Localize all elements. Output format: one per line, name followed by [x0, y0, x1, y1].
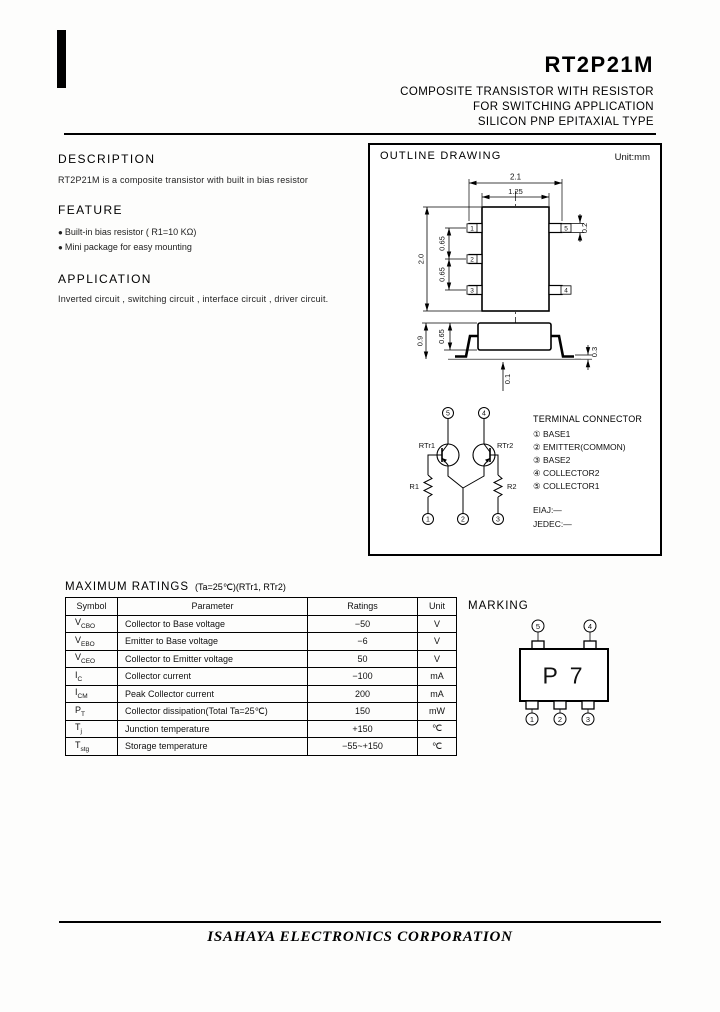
- rating-cell: 50: [308, 650, 418, 668]
- description-heading: DESCRIPTION: [58, 152, 156, 166]
- marking-code: P 7: [542, 662, 586, 689]
- feature-item: [58, 240, 196, 255]
- feature-item-text: Built-in bias resistor ( R1=10 KΩ): [64, 227, 197, 237]
- parameter-cell: Storage temperature: [118, 738, 308, 756]
- outline-drawing-heading: OUTLINE DRAWING: [380, 150, 502, 162]
- package-side-view: [416, 323, 600, 391]
- feature-item: [58, 225, 196, 240]
- dim-body-width: 1.25: [508, 187, 523, 196]
- subtitle-line-2: FOR SWITCHING APPLICATION: [472, 101, 654, 113]
- pin-1-label: 1: [470, 225, 474, 233]
- parameter-cell: Peak Collector current: [118, 685, 308, 703]
- table-header-row: [66, 598, 457, 616]
- maximum-ratings-heading: [65, 581, 286, 593]
- dim-lead-thickness: 0.2: [580, 222, 589, 234]
- marking-heading: MARKING: [468, 600, 529, 612]
- unit-cell: ℃: [418, 738, 457, 756]
- resistor-r2: [494, 475, 502, 497]
- symbol-cell: $T_{stg}$: [66, 738, 118, 756]
- maximum-ratings-table: [65, 597, 457, 756]
- symbol-cell: $T_j$: [66, 720, 118, 738]
- pin-4-label: 4: [564, 287, 568, 295]
- transistor-2-label: RTr2: [497, 441, 514, 450]
- footer-divider: [59, 921, 661, 923]
- subtitle: [400, 85, 654, 130]
- application-text: Inverted circuit , switching circuit , interface circuit , driver circuit.: [58, 294, 329, 304]
- schematic-pin-4: 4: [482, 410, 486, 418]
- table-row: [66, 650, 457, 668]
- unit-cell: mW: [418, 703, 457, 721]
- terminal-connector-list: [533, 413, 659, 493]
- table-row: [66, 703, 457, 721]
- schematic-pin-1: 1: [426, 516, 430, 524]
- marking-pin-2: 2: [557, 715, 563, 724]
- col-unit: Unit: [418, 598, 457, 616]
- marking-pin-1: 1: [529, 715, 535, 724]
- terminal-item: ④ COLLECTOR2: [533, 468, 600, 478]
- parameter-cell: Collector to Base voltage: [118, 615, 308, 633]
- terminal-item: ③ BASE2: [533, 455, 571, 465]
- parameter-cell: Emitter to Base voltage: [118, 633, 308, 651]
- rating-cell: 200: [308, 685, 418, 703]
- package-top-view: [417, 173, 590, 330]
- unit-cell: V: [418, 650, 457, 668]
- header-divider: [64, 133, 656, 135]
- schematic-pin-2: 2: [461, 516, 465, 524]
- resistor-r1: [424, 475, 432, 497]
- col-symbol: Symbol: [66, 598, 118, 616]
- feature-item-text: Mini package for easy mounting: [64, 242, 192, 252]
- table-row: [66, 738, 457, 756]
- dim-foot-height: 0.3: [590, 346, 599, 358]
- bullet-icon: ●: [58, 228, 63, 237]
- transistor-1-label: RTr1: [418, 441, 435, 450]
- subtitle-line-3: SILICON PNP EPITAXIAL TYPE: [477, 116, 654, 128]
- eiaj-label: EIAJ:—: [533, 505, 562, 515]
- feature-heading: FEATURE: [58, 203, 123, 217]
- dim-standoff: 0.1: [503, 373, 512, 385]
- table-row: [66, 685, 457, 703]
- col-ratings: Ratings: [308, 598, 418, 616]
- symbol-cell: $V_{CBO}$: [66, 615, 118, 633]
- unit-cell: V: [418, 615, 457, 633]
- dim-overall-width: 2.1: [509, 172, 522, 182]
- outline-drawing-panel: [368, 143, 662, 556]
- parameter-cell: Collector current: [118, 668, 308, 686]
- rating-cell: +150: [308, 720, 418, 738]
- parameter-cell: Collector to Emitter voltage: [118, 650, 308, 668]
- description-text: RT2P21M is a composite transistor with built in bias resistor: [58, 175, 309, 185]
- marking-diagram: [468, 614, 663, 732]
- ratings-condition: (Ta=25℃)(RTr1, RTr2): [195, 582, 286, 592]
- rating-cell: −50: [308, 615, 418, 633]
- table-row: [66, 720, 457, 738]
- standards-block: [533, 503, 572, 531]
- table-row: [66, 633, 457, 651]
- schematic-pin-3: 3: [496, 516, 500, 524]
- dim-side-height: 0.9: [415, 335, 425, 347]
- unit-cell: V: [418, 633, 457, 651]
- terminal-connector-heading: TERMINAL CONNECTOR: [533, 414, 643, 424]
- col-parameter: Parameter: [118, 598, 308, 616]
- rating-cell: −55~+150: [308, 738, 418, 756]
- rating-cell: 150: [308, 703, 418, 721]
- unit-cell: ℃: [418, 720, 457, 738]
- dim-lead-pitch-a: 0.65: [437, 236, 447, 251]
- schematic-pin-5: 5: [446, 410, 450, 418]
- pin-2-label: 2: [470, 256, 474, 264]
- equivalent-circuit-schematic: [409, 408, 516, 525]
- terminal-item: ⑤ COLLECTOR1: [533, 481, 600, 491]
- marking-pin-4: 4: [587, 622, 593, 631]
- dim-body-height: 2.0: [416, 253, 426, 265]
- pin-3-label: 3: [470, 287, 474, 295]
- symbol-cell: $I_{CM}$: [66, 685, 118, 703]
- symbol-cell: $I_C$: [66, 668, 118, 686]
- unit-cell: mA: [418, 668, 457, 686]
- application-heading: APPLICATION: [58, 272, 152, 286]
- feature-list: [58, 225, 196, 255]
- symbol-cell: $V_{CEO}$: [66, 650, 118, 668]
- unit-label: Unit:mm: [614, 152, 650, 163]
- company-name: ISAHAYA ELECTRONICS CORPORATION: [207, 929, 513, 945]
- marking-pin-3: 3: [585, 715, 591, 724]
- resistor-r1-label: R1: [409, 482, 419, 491]
- page-title: RT2P21M: [544, 52, 654, 77]
- terminal-item: ① BASE1: [533, 429, 571, 439]
- resistor-r2-label: R2: [507, 482, 517, 491]
- symbol-cell: $V_{EBO}$: [66, 633, 118, 651]
- table-row: [66, 668, 457, 686]
- dim-side-body: 0.65: [437, 329, 446, 344]
- jedec-label: JEDEC:—: [533, 519, 572, 529]
- parameter-cell: Junction temperature: [118, 720, 308, 738]
- parameter-cell: Collector dissipation(Total Ta=25℃): [118, 703, 308, 721]
- pin-5-label: 5: [564, 225, 568, 233]
- rating-cell: −100: [308, 668, 418, 686]
- dim-lead-pitch-b: 0.65: [437, 267, 447, 282]
- terminal-item: ② EMITTER(COMMON): [533, 442, 626, 452]
- marking-pin-5: 5: [535, 622, 541, 631]
- subtitle-line-1: COMPOSITE TRANSISTOR WITH RESISTOR: [400, 86, 654, 98]
- symbol-cell: $P_T$: [66, 703, 118, 721]
- corner-registration-mark: [57, 30, 66, 88]
- bullet-icon: ●: [58, 243, 63, 252]
- maximum-ratings-title: MAXIMUM RATINGS: [65, 581, 190, 593]
- rating-cell: −6: [308, 633, 418, 651]
- table-row: [66, 615, 457, 633]
- unit-cell: mA: [418, 685, 457, 703]
